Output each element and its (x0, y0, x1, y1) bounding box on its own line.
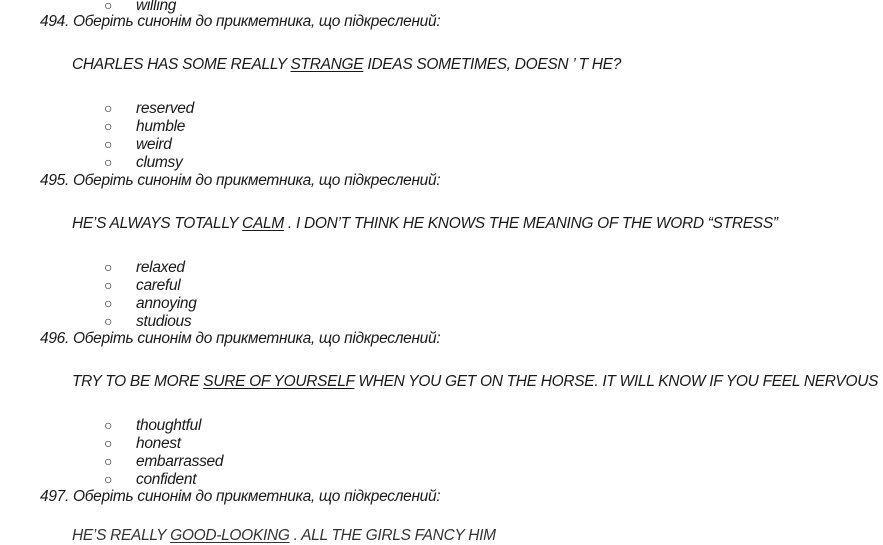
option-label: embarrassed (136, 453, 224, 470)
radio-bullet-icon[interactable]: ○ (104, 435, 113, 451)
option-label: thoughtful (136, 417, 202, 434)
option-label: reserved (136, 100, 194, 117)
option-item[interactable] (104, 258, 185, 277)
question-sentence (72, 373, 878, 391)
radio-bullet-icon[interactable]: ○ (104, 417, 113, 433)
option-label: relaxed (136, 259, 185, 276)
question-heading: 495. Оберіть синонім до прикметника, що підкреслений: (40, 172, 441, 189)
question-sentence (72, 215, 778, 233)
radio-bullet-icon[interactable]: ○ (104, 277, 113, 293)
option-label: clumsy (136, 154, 183, 171)
underlined-word: SURE OF YOURSELF (203, 373, 355, 390)
radio-bullet-icon[interactable]: ○ (104, 313, 113, 329)
option-item[interactable] (104, 276, 180, 295)
radio-bullet-icon[interactable]: ○ (104, 259, 113, 275)
radio-bullet-icon[interactable]: ○ (104, 100, 113, 116)
sentence-post: WHEN YOU GET ON THE HORSE. IT WILL KNOW IF YOU FEEL NERVOUS (354, 373, 879, 390)
question-heading: 496. Оберіть синонім до прикметника, що підкреслений: (40, 330, 441, 347)
radio-bullet-icon[interactable]: ○ (104, 453, 113, 469)
radio-bullet-icon[interactable]: ○ (104, 154, 113, 170)
radio-bullet-icon[interactable]: ○ (104, 136, 113, 152)
option-label: careful (136, 277, 181, 294)
question-heading: 494. Оберіть синонім до прикметника, що підкреслений: (40, 13, 441, 30)
option-item[interactable] (104, 312, 191, 331)
option-label: humble (136, 118, 186, 135)
underlined-word: STRANGE (290, 56, 364, 73)
radio-bullet-icon[interactable]: ○ (104, 471, 113, 487)
option-label: honest (136, 435, 181, 452)
option-item[interactable] (104, 452, 223, 471)
sentence-pre: TRY TO BE MORE (72, 373, 204, 390)
option-item[interactable] (104, 294, 197, 313)
option-label: studious (136, 313, 192, 330)
option-item[interactable] (104, 135, 172, 154)
radio-bullet-icon[interactable]: ○ (104, 0, 113, 13)
option-label: confident (136, 471, 197, 488)
sentence-pre: HE’S REALLY (72, 527, 171, 544)
option-item[interactable] (104, 416, 201, 435)
sentence-post: . ALL THE GIRLS FANCY HIM (289, 527, 496, 544)
underlined-word: GOOD-LOOKING (170, 527, 290, 544)
sentence-pre: HE’S ALWAYS TOTALLY (72, 215, 243, 232)
option-label: weird (136, 136, 172, 153)
radio-bullet-icon[interactable]: ○ (104, 118, 113, 134)
option-label: willing (136, 0, 177, 14)
question-sentence (72, 56, 621, 74)
option-label: annoying (136, 295, 197, 312)
sentence-post: IDEAS SOMETIMES, DOESN ’ T HE? (363, 56, 622, 73)
option-item[interactable] (104, 434, 181, 453)
underlined-word: CALM (242, 215, 284, 232)
question-heading: 497. Оберіть синонім до прикметника, що підкреслений: (40, 488, 441, 505)
sentence-pre: CHARLES HAS SOME REALLY (72, 56, 291, 73)
sentence-post: . I DON’T THINK HE KNOWS THE MEANING OF THE WORD “STRESS” (283, 215, 778, 232)
option-item[interactable] (104, 153, 182, 172)
radio-bullet-icon[interactable]: ○ (104, 295, 113, 311)
question-sentence (72, 527, 496, 545)
option-item[interactable] (104, 117, 185, 136)
option-item[interactable] (104, 99, 194, 118)
option-item[interactable] (104, 470, 196, 489)
